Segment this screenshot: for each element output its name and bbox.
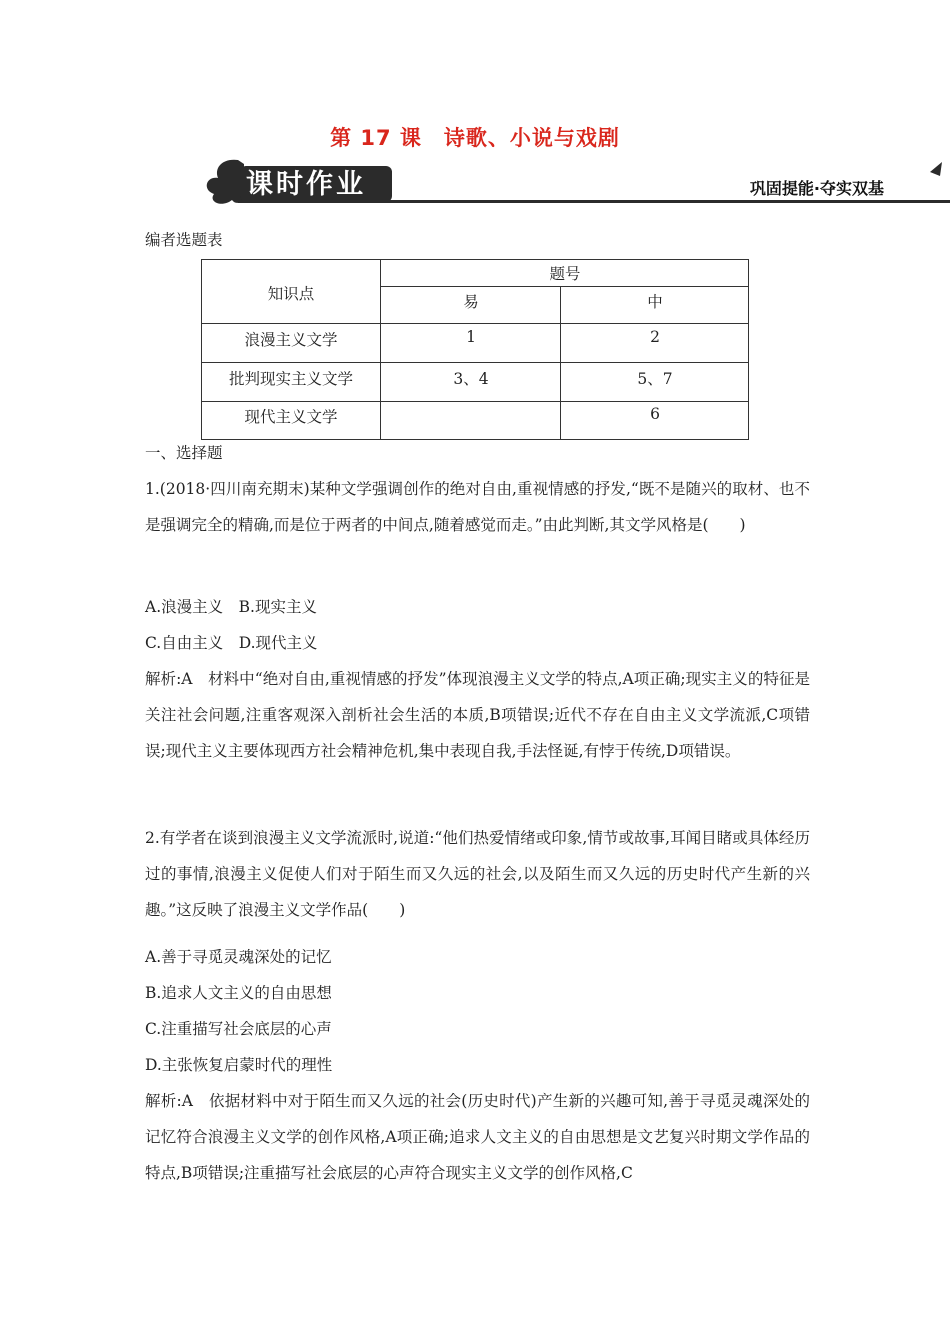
table-cell-medium: 6 — [650, 405, 660, 423]
table-cell-easy: 1 — [466, 328, 476, 346]
table-caption: 编者选题表 — [145, 231, 223, 249]
lesson-title: 第 17 课 诗歌、小说与戏剧 — [330, 126, 620, 150]
table-cell-topic: 现代主义文学 — [244, 408, 338, 426]
question-2-stem: 2.有学者在谈到浪漫主义文学流派时,说道:“他们热爱情绪或印象,情节或故事,耳闻目睹或具体经历过的事情,浪漫主义促使人们对于陌生而又久远的社会,以及陌生而又久远的历史时代产生新的兴趣。”这反映了浪漫主义文学作品( ) — [145, 829, 810, 919]
question-1-stem: 1.(2018·四川南充期末)某种文学强调创作的绝对自由,重视情感的抒发,“既不是随兴的取材、也不是强调完全的精确,而是位于两者的中间点,随着感觉而走。”由此判断,其文学风格是( ) — [145, 480, 810, 534]
question-2-analysis: 解析:A 依据材料中对于陌生而又久远的社会(历史时代)产生新的兴趣可知,善于寻觅灵魂深处的记忆符合浪漫主义文学的创作风格,A项正确;追求人文主义的自由思想是文艺复兴时期文学作品的特点,B项错误;注重描写社会底层的心声符合现实主义文学的创作风格,C — [145, 1092, 810, 1182]
table-header-knowledge: 知识点 — [267, 285, 315, 303]
question-2-option-a: A.善于寻觅灵魂深处的记忆 — [145, 948, 332, 966]
table-cell-topic: 批判现实主义文学 — [228, 370, 353, 388]
table-header-easy: 易 — [463, 293, 479, 311]
topic-table — [201, 259, 749, 440]
question-2-option-c: C.注重描写社会底层的心声 — [145, 1020, 332, 1038]
question-1-options-cd: C.自由主义 D.现代主义 — [145, 634, 318, 652]
table-header-medium: 中 — [647, 293, 663, 311]
table-cell-topic: 浪漫主义文学 — [244, 331, 338, 349]
banner-right-text: 巩固提能·夺实双基 — [749, 179, 884, 198]
table-cell-medium: 5、7 — [637, 370, 673, 388]
table-cell-easy: 3、4 — [453, 370, 489, 388]
leaf-icon — [207, 160, 245, 204]
banner-label: 课时作业 — [246, 169, 366, 200]
question-1-analysis: 解析:A 材料中“绝对自由,重视情感的抒发”体现浪漫主义文学的特点,A项正确;现实主义的特征是关注社会问题,注重客观深入剖析社会生活的本质,B项错误;近代不存在自由主义文学流派,C项错误;现代主义主要体现西方社会精神危机,集中表现自我,手法怪诞,有悖于传统,D项错误。 — [145, 670, 810, 760]
question-2-option-b: B.追求人文主义的自由思想 — [145, 984, 332, 1002]
question-2-option-d: D.主张恢复启蒙时代的理性 — [145, 1056, 333, 1074]
section-heading: 一、选择题 — [145, 444, 223, 462]
question-1-options-ab: A.浪漫主义 B.现实主义 — [145, 598, 317, 616]
table-header-number: 题号 — [549, 265, 581, 283]
table-cell-medium: 2 — [650, 328, 660, 346]
